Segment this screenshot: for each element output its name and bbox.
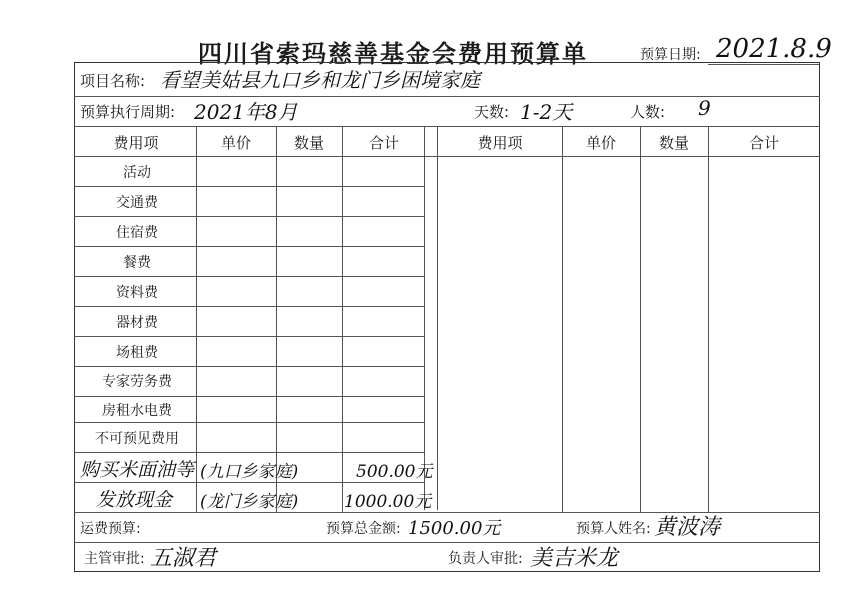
column-divider — [708, 126, 709, 512]
row-divider — [74, 336, 424, 337]
column-divider — [342, 126, 343, 512]
handwritten-total: 500.00元 — [356, 462, 433, 482]
expense-item: 交通费 — [116, 195, 158, 211]
responsible-signature: 美吉米龙 — [530, 546, 619, 571]
row-divider — [74, 306, 424, 307]
project-name-value: 看望美姑县九口乡和龙门乡困境家庭 — [160, 68, 480, 92]
supervisor-signature: 五淑君 — [150, 546, 217, 571]
handwritten-item: 购买米面油等 — [80, 459, 195, 481]
col-header-total: 合计 — [748, 134, 779, 152]
col-header-item: 费用项 — [113, 134, 159, 152]
handwritten-note: (龙门乡家庭) — [200, 492, 299, 512]
period-label: 预算执行周期: — [80, 103, 176, 121]
people-value: 9 — [698, 96, 711, 120]
people-label: 人数: — [630, 103, 666, 121]
handwritten-item: 发放现金 — [96, 489, 173, 511]
column-divider — [276, 126, 277, 512]
expense-item: 不可预见费用 — [95, 431, 179, 447]
budget-date-value: 2021.8.9 — [716, 34, 832, 64]
document-title: 四川省索玛慈善基金会费用预算单 — [198, 40, 588, 68]
supervisor-approval-label: 主管审批: — [84, 551, 145, 567]
col-header-price: 单价 — [585, 134, 616, 152]
row-divider — [74, 216, 424, 217]
period-value: 2021年8月 — [194, 100, 298, 124]
col-header-price: 单价 — [220, 134, 251, 152]
days-value: 1-2天 — [520, 100, 573, 124]
handwritten-total: 1000.00元 — [344, 492, 432, 512]
expense-item: 场租费 — [116, 345, 158, 361]
days-label: 天数: — [474, 103, 510, 121]
total-amount-value: 1500.00元 — [408, 518, 501, 539]
col-header-qty: 数量 — [658, 134, 689, 152]
row-divider — [74, 422, 424, 423]
expense-item: 资料费 — [116, 285, 158, 301]
row-divider — [74, 246, 424, 247]
column-divider — [562, 126, 563, 512]
handwritten-note: (九口乡家庭) — [200, 462, 299, 482]
table-separator — [424, 126, 438, 510]
expense-item: 活动 — [123, 165, 151, 181]
row-divider — [74, 452, 424, 453]
expense-item: 房租水电费 — [102, 403, 172, 419]
col-header-item: 费用项 — [477, 134, 523, 152]
preparer-signature: 黄波涛 — [654, 515, 721, 540]
preparer-label: 预算人姓名: — [576, 521, 651, 537]
budget-date-label: 预算日期: — [640, 47, 701, 63]
row-divider — [74, 396, 424, 397]
expense-item: 器材费 — [116, 315, 158, 331]
expense-item: 住宿费 — [116, 225, 158, 241]
column-divider — [640, 126, 641, 512]
row-divider — [74, 276, 424, 277]
col-header-qty: 数量 — [293, 134, 324, 152]
expense-item: 餐费 — [123, 255, 151, 271]
responsible-approval-label: 负责人审批: — [448, 551, 523, 567]
col-header-total: 合计 — [368, 134, 399, 152]
row-divider — [74, 366, 424, 367]
expense-item: 专家劳务费 — [102, 374, 172, 390]
row-divider — [74, 186, 424, 187]
column-divider — [196, 126, 197, 512]
total-amount-label: 预算总金额: — [326, 521, 401, 537]
row-divider — [74, 482, 424, 483]
project-name-label: 项目名称: — [80, 72, 146, 90]
shipping-budget-label: 运费预算: — [80, 521, 141, 537]
